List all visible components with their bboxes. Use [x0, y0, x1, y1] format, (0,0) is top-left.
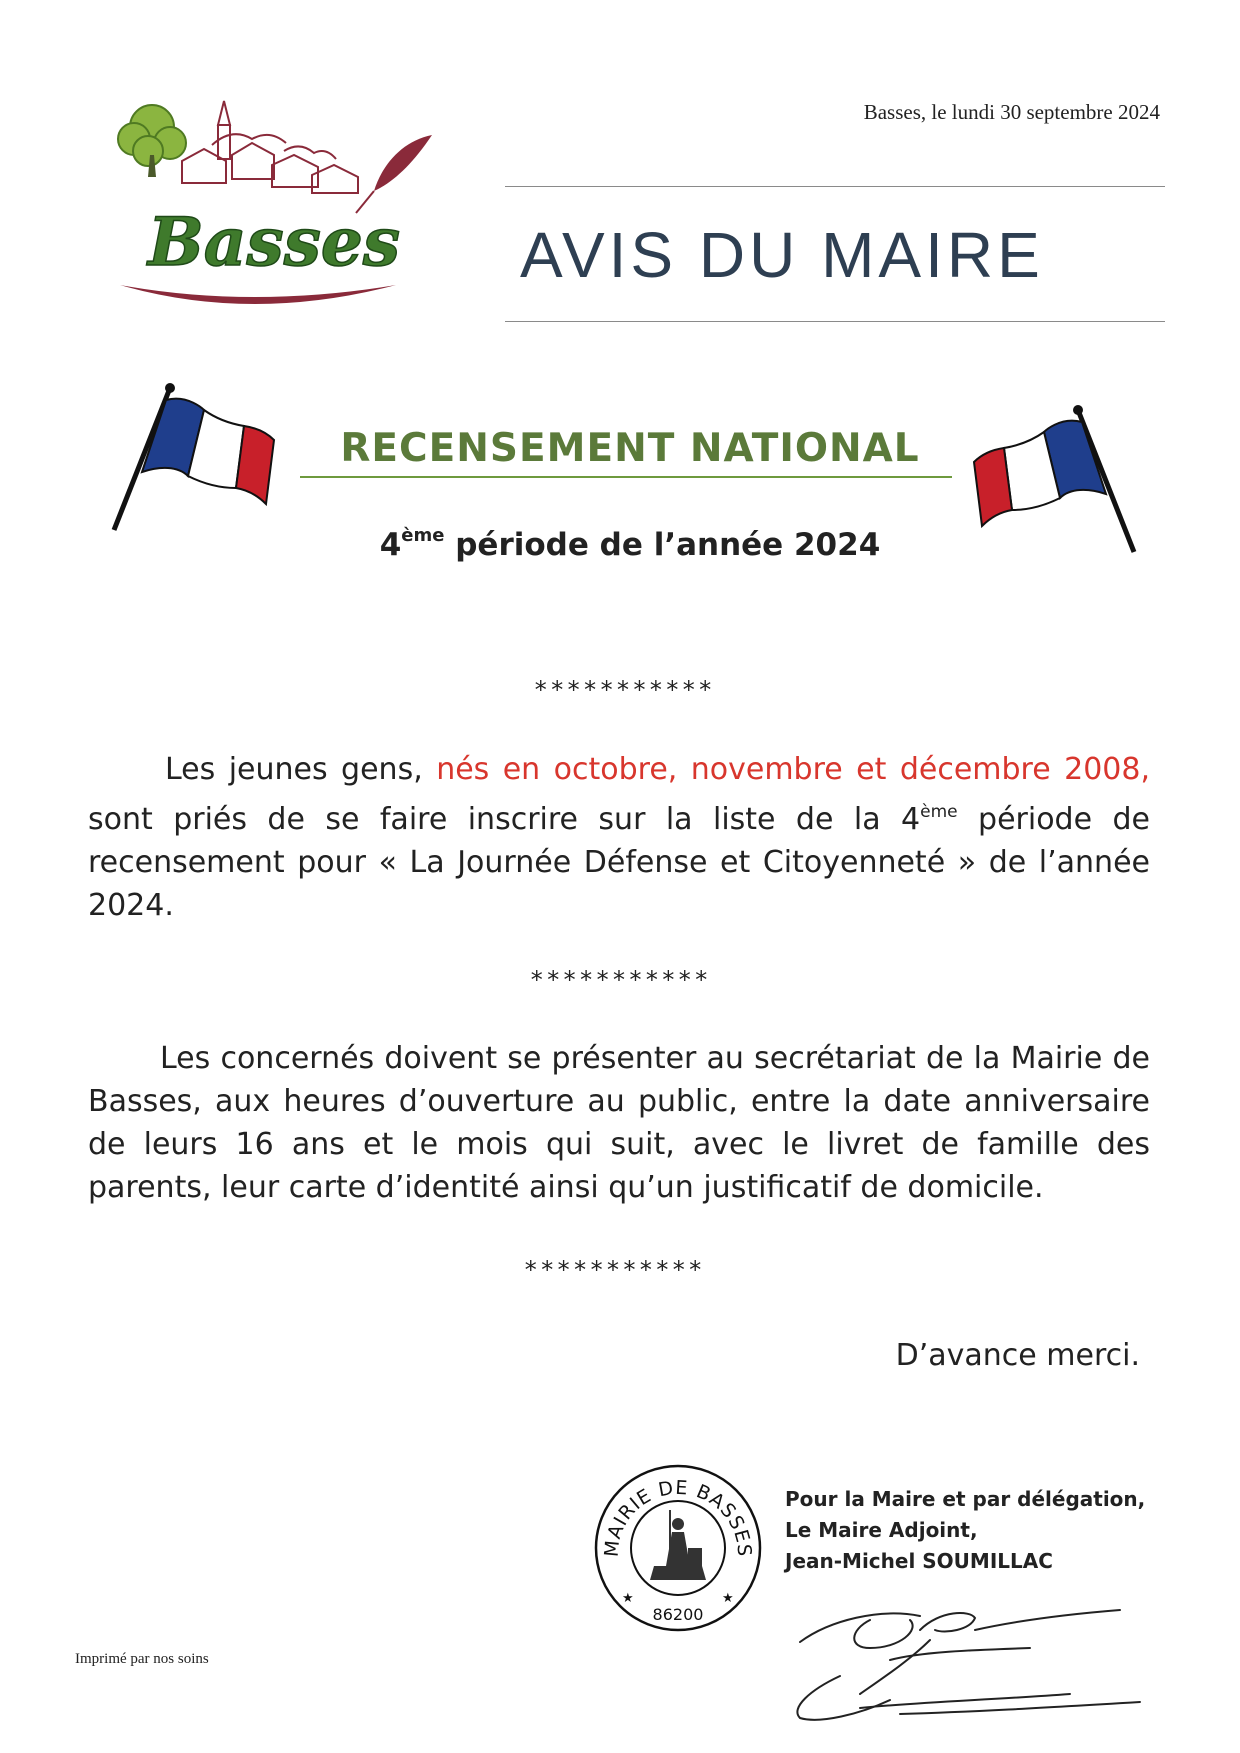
- separator: ***********: [523, 1256, 705, 1284]
- header-rule-top: [505, 186, 1165, 187]
- date-line: Basses, le lundi 30 septembre 2024: [863, 100, 1160, 124]
- signature-line-2: Le Maire Adjoint,: [785, 1518, 978, 1542]
- french-flag-icon: [965, 402, 1140, 562]
- separator: ***********: [529, 966, 711, 994]
- notice-subtitle: RECENSEMENT NATIONAL: [340, 426, 920, 471]
- header-rule-bottom: [505, 321, 1165, 322]
- period-heading: 4ème période de l’année 2024: [379, 525, 881, 563]
- handwritten-signature: [770, 1590, 1155, 1730]
- signature-name: Jean-Michel SOUMILLAC: [785, 1549, 1053, 1573]
- mairie-stamp: [592, 1462, 764, 1634]
- signature-line-1: Pour la Maire et par délégation,: [785, 1487, 1146, 1511]
- paragraph-instructions: Les concernés doivent se présenter au secrétariat de la Mairie de Basses, aux heures d’ouverture au public, entre la date anniversaire de leurs 16 ans et le mois qui suit, avec le livret de famille des parents, leur carte d’identité ainsi qu’un justificatif de domicile.: [88, 1041, 1150, 1205]
- paragraph-eligibility: Les jeunes gens, nés en octobre, novembre et décembre 2008, sont priés de se faire inscrire sur la liste de la 4ème période de recensement pour « La Journée Défense et Citoyenneté » de l’année 2024.: [88, 752, 1150, 923]
- footer-note: Imprimé par nos soins: [75, 1651, 209, 1667]
- village-logo: [112, 95, 432, 345]
- page-title: AVIS DU MAIRE: [520, 219, 1044, 291]
- signature-block: [785, 1484, 1205, 1577]
- svg-text:★: ★: [722, 1591, 734, 1606]
- svg-text:MAIRIE DE BASSES: MAIRIE DE BASSES: [600, 1476, 756, 1558]
- logo-text: Basses: [148, 203, 401, 281]
- highlighted-birth-months: nés en octobre, novembre et décembre 2008,: [436, 752, 1150, 787]
- closing-thanks: D’avance merci.: [895, 1338, 1140, 1373]
- svg-text:86200: 86200: [652, 1605, 704, 1624]
- separator: ***********: [533, 676, 715, 704]
- subtitle-underline: [300, 476, 952, 478]
- svg-text:★: ★: [622, 1591, 634, 1606]
- french-flag-icon: [108, 380, 283, 540]
